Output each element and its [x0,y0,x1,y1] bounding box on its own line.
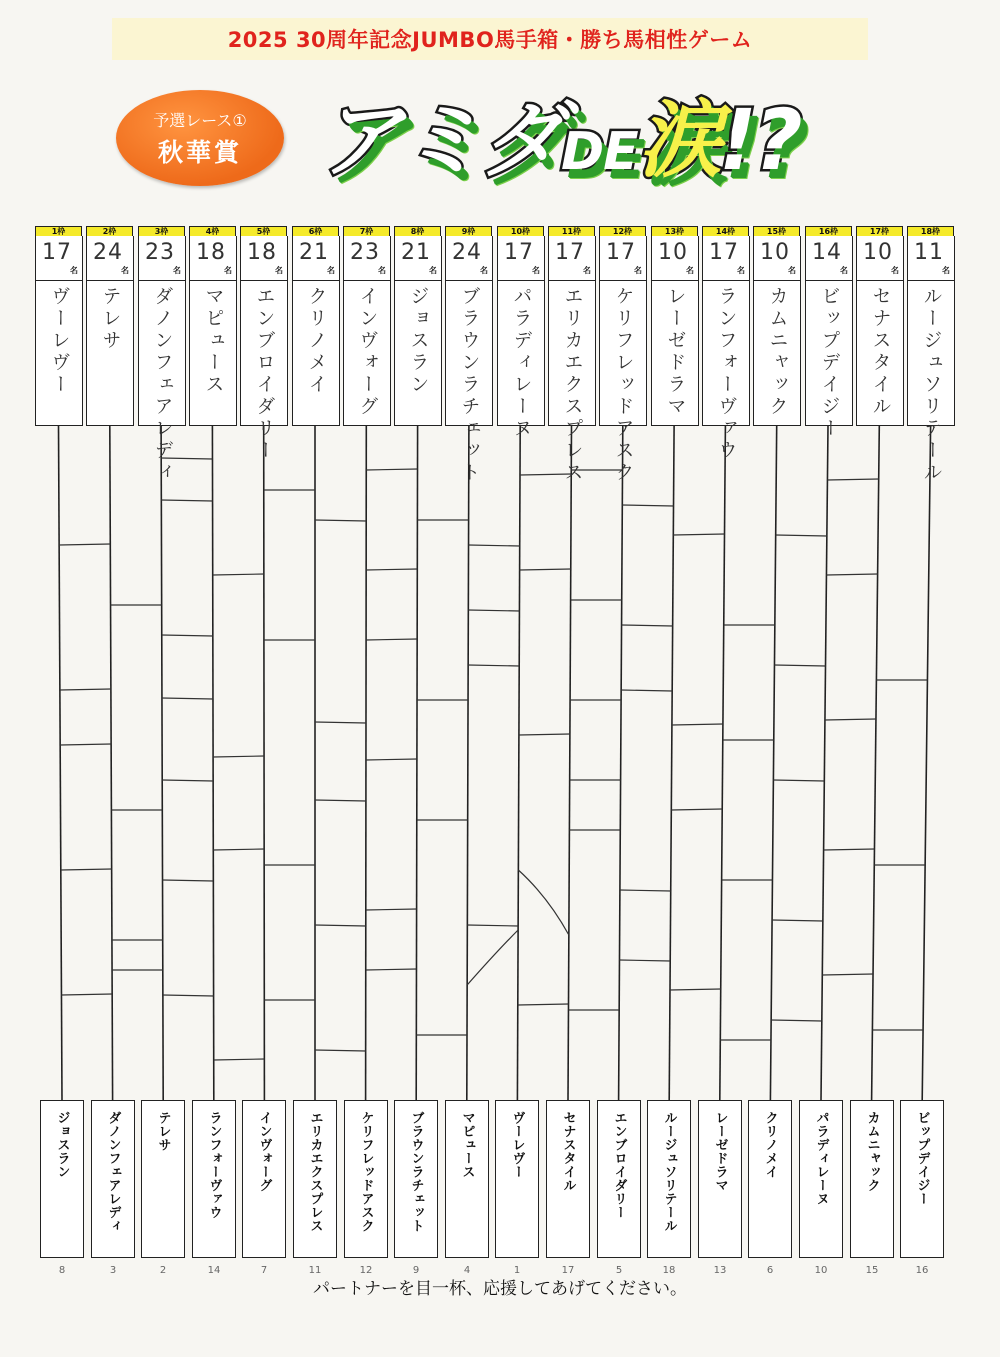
divider [241,280,287,281]
ladder-rung [671,809,722,810]
gate-label: 11枠 [548,226,595,238]
horse-name: ケリフレッドアスク [612,286,635,484]
ladder-rung [161,500,212,501]
divider [806,280,852,281]
result-box [698,1100,742,1258]
ladder-rung [773,780,824,781]
result-horse-name: ランフォーヴァウ [206,1111,222,1219]
ladder-rail [619,426,623,1100]
ladder-rung [366,759,417,760]
ladder-diagonal [518,870,569,935]
ladder-diagonal [467,930,518,985]
result-box [546,1100,590,1258]
result-horse-name: ヴーレヴー [509,1111,525,1179]
entry-box [292,236,340,426]
entry-box [497,236,545,440]
entry-box [189,236,237,426]
result-horse-name: クリノメイ [762,1111,778,1179]
entry-box [651,236,699,426]
horse-name: エリカエクスプレス [561,286,584,484]
count-unit: 名 [70,266,78,275]
gate-label: 13枠 [651,226,698,238]
ladder-rail [770,426,776,1100]
entry-box [343,236,391,426]
finish-rank: 18 [662,1265,676,1276]
entry-count: 17 [555,240,585,265]
gate-label: 15枠 [753,226,800,238]
finish-rank: 12 [359,1265,373,1276]
ladder-rung [61,994,112,995]
ladder-rung [824,849,875,850]
gate-label: 7枠 [343,226,390,238]
gate-label: 8枠 [394,226,441,238]
horse-name: パラディレーヌ [510,286,533,440]
entry-count: 18 [196,240,226,265]
ladder-rung [366,909,417,910]
entry-count: 10 [658,240,688,265]
ladder-rail [872,426,880,1100]
entry-box [702,236,750,462]
finish-rank: 3 [109,1265,117,1276]
finish-rank: 4 [463,1265,471,1276]
result-horse-name: レーゼドラマ [712,1111,728,1192]
divider [754,280,800,281]
count-unit: 名 [891,266,899,275]
horse-name: ビップデイジー [818,286,841,440]
title-part1: アミダ [318,91,562,189]
divider [190,280,236,281]
divider [139,280,185,281]
entry-count: 11 [914,240,944,265]
divider [344,280,390,281]
ladder-rung [61,869,112,870]
count-unit: 名 [480,266,488,275]
divider [703,280,749,281]
ladder-rail [720,426,726,1100]
count-unit: 名 [737,266,745,275]
ladder-rail [59,426,63,1100]
finish-rank: 5 [615,1265,623,1276]
divider [446,280,492,281]
ladder-rung [827,479,878,480]
result-horse-name: ルージュソリテール [661,1111,677,1233]
gate-label: 3枠 [138,226,185,238]
gate-label: 1枠 [35,226,82,238]
divider [908,280,954,281]
ladder-rung [366,569,417,570]
entry-count: 17 [42,240,72,265]
gate-label: 9枠 [445,226,492,238]
result-horse-name: ケリフレッドアスク [358,1111,374,1233]
entry-box [240,236,288,462]
ladder-rail [821,426,828,1100]
ladder-rung [826,574,877,575]
horse-name: ランフォーヴァウ [715,286,738,462]
ladder-rung [162,698,213,699]
count-unit: 名 [121,266,129,275]
entry-box [35,236,83,426]
gate-label: 5枠 [240,226,287,238]
count-unit: 名 [840,266,848,275]
ladder-rail [264,426,265,1100]
gate-label: 6枠 [292,226,339,238]
divider [87,280,133,281]
count-unit: 名 [634,266,642,275]
entry-count: 18 [247,240,277,265]
ladder-rung [315,520,366,521]
horse-name: ブラウンラチェット [458,286,481,484]
ladder-rail [416,426,417,1100]
divider [293,280,339,281]
finish-rank: 16 [915,1265,929,1276]
result-horse-name: インヴォーグ [256,1111,272,1192]
ladder-rung [163,880,214,881]
divider [652,280,698,281]
ladder-rung [520,569,571,570]
count-unit: 名 [327,266,335,275]
race-label: 予選レース① [153,110,247,130]
entry-box [805,236,853,440]
finish-rank: 15 [865,1265,879,1276]
ladder-rail [568,426,572,1100]
result-box [192,1100,236,1258]
result-box [799,1100,843,1258]
finish-rank: 8 [58,1265,66,1276]
result-box [394,1100,438,1258]
ladder-rung [622,505,673,506]
ladder-rail [212,426,213,1100]
finish-rank: 14 [207,1265,221,1276]
entry-box [599,236,647,484]
horse-name: カムニャック [766,286,789,418]
ladder-rung [60,689,111,690]
ladder-rung [622,625,673,626]
result-box [445,1100,489,1258]
ladder-rung [213,756,264,757]
ladder-rung [772,920,823,921]
result-horse-name: パラディレーヌ [813,1111,829,1206]
gate-label: 18枠 [907,226,954,238]
title-part4: !? [718,91,800,189]
result-box [597,1100,641,1258]
ladder-rung [672,724,723,725]
count-unit: 名 [686,266,694,275]
count-unit: 名 [942,266,950,275]
result-horse-name: セナスタイル [560,1111,576,1192]
result-horse-name: カムニャック [864,1111,880,1192]
result-horse-name: ダノンフェアレディ [105,1111,121,1233]
entry-box [548,236,596,484]
divider [600,280,646,281]
ladder-rail [517,426,520,1100]
horse-name: インヴォーグ [356,286,379,418]
title-part2: DE [561,122,638,182]
finish-rank: 10 [814,1265,828,1276]
ladder-rung [621,690,672,691]
entry-count: 24 [452,240,482,265]
gate-label: 14枠 [702,226,749,238]
horse-name: エンブロイダリー [253,286,276,462]
ladder-rung [518,1004,569,1005]
entry-box [907,236,955,484]
entry-count: 17 [709,240,739,265]
banner-text: 2025 30周年記念JUMBO馬手箱・勝ち馬相性ゲーム [227,28,753,52]
count-unit: 名 [583,266,591,275]
gate-label: 2枠 [86,226,133,238]
result-box [293,1100,337,1258]
ladder-rail [467,426,469,1100]
result-box [850,1100,894,1258]
result-box [748,1100,792,1258]
gate-label: 12枠 [599,226,646,238]
horse-name: セナスタイル [869,286,892,418]
entry-count: 24 [93,240,123,265]
ladder-rung [619,960,670,961]
ladder-rung [214,1059,265,1060]
ladder-rung [620,890,671,891]
horse-name: レーゼドラマ [664,286,687,418]
count-unit: 名 [788,266,796,275]
ladder-rung [315,1050,366,1051]
count-unit: 名 [429,266,437,275]
result-horse-name: エンブロイダリー [611,1111,627,1219]
count-unit: 名 [224,266,232,275]
finish-rank: 9 [412,1265,420,1276]
horse-name: ヴーレヴー [48,286,71,396]
ladder-rung [315,800,366,801]
footer-message: パートナーを目一杯、応援してあげてください。 [313,1279,687,1299]
horse-name: テレサ [99,286,122,352]
ladder-rung [468,610,519,611]
divider [549,280,595,281]
ladder-rung [469,545,520,546]
finish-rank: 6 [766,1265,774,1276]
result-horse-name: マピュース [459,1111,475,1179]
divider [36,280,82,281]
ladder-rung [825,719,876,720]
ladder-rung [822,974,873,975]
entry-count: 23 [145,240,175,265]
ladder-rail [669,426,674,1100]
entry-count: 17 [606,240,636,265]
entry-count: 23 [350,240,380,265]
horse-name: クリノメイ [305,286,328,396]
finish-rank: 7 [260,1265,268,1276]
horse-name: ルージュソリテール [920,286,943,484]
result-box [495,1100,539,1258]
ladder-rung [776,535,827,536]
result-box [91,1100,135,1258]
ladder-rung [771,1020,822,1021]
ladder-rung [162,780,213,781]
gate-label: 16枠 [805,226,852,238]
ladder-rail [922,426,930,1100]
ladder-rung [213,849,264,850]
result-horse-name: ビップデイジー [914,1111,930,1206]
result-box [647,1100,691,1258]
count-unit: 名 [173,266,181,275]
entry-box [394,236,442,426]
ladder-rung [366,969,417,970]
result-box [344,1100,388,1258]
race-name: 秋華賞 [157,137,242,167]
count-unit: 名 [275,266,283,275]
entry-count: 17 [504,240,534,265]
ladder-rung [467,925,518,926]
result-box [40,1100,84,1258]
ladder-rung [59,544,110,545]
entry-count: 10 [863,240,893,265]
ladder-rung [315,925,366,926]
horse-name: マピュース [202,286,225,396]
ladder-rung [774,665,825,666]
ladder-rail [110,426,113,1100]
ladder-rung [366,639,417,640]
ladder-rung [519,734,570,735]
result-horse-name: テレサ [155,1111,171,1152]
entry-count: 21 [299,240,329,265]
entry-count: 14 [812,240,842,265]
gate-label: 10枠 [497,226,544,238]
result-horse-name: ブラウンラチェット [408,1111,424,1233]
divider [395,280,441,281]
ladder-rung [60,744,111,745]
gate-label: 17枠 [856,226,903,238]
ladder-rung [163,995,214,996]
count-unit: 名 [532,266,540,275]
finish-rank: 13 [713,1265,727,1276]
entry-box [445,236,493,484]
result-box [900,1100,944,1258]
horse-name: ダノンフェアレディ [151,286,174,484]
result-box [242,1100,286,1258]
finish-rank: 17 [561,1265,575,1276]
entry-box [86,236,134,426]
entry-box [753,236,801,426]
count-unit: 名 [378,266,386,275]
divider [857,280,903,281]
ladder-rung [468,665,519,666]
ladder-rail [161,426,163,1100]
entry-box [856,236,904,426]
title-part3: 涙 [637,91,719,189]
result-horse-name: エリカエクスプレス [307,1111,323,1233]
finish-rank: 11 [308,1265,322,1276]
ladder-rung [670,989,721,990]
gate-label: 4枠 [189,226,236,238]
finish-rank: 1 [513,1265,521,1276]
entry-box [138,236,186,484]
ladder-rung [315,722,366,723]
ladder-rail [366,426,367,1100]
ladder-rung [213,574,264,575]
result-box [141,1100,185,1258]
entry-count: 10 [760,240,790,265]
ladder-rung [673,534,724,535]
finish-rank: 2 [159,1265,167,1276]
divider [498,280,544,281]
entry-count: 21 [401,240,431,265]
ladder-rung [366,469,417,470]
horse-name: ジョスラン [407,286,430,396]
ladder-rung [162,635,213,636]
result-horse-name: ジョスラン [54,1111,70,1179]
